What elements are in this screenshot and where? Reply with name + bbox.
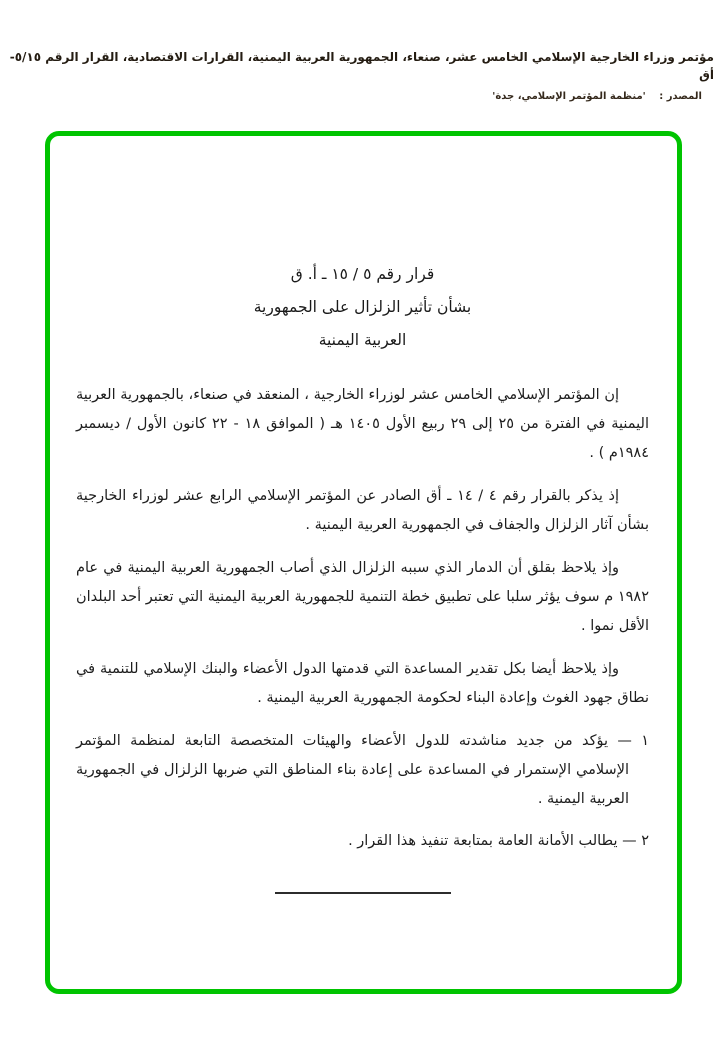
paragraph-recalling: إذ يذكر بالقرار رقم ٤ / ١٤ ـ أق الصادر عن المؤتمر الإسلامي الرابع عشر لوزراء الخارجية بشأن آثار الزلزال والجفاف في الجمهورية العربية اليمنية . (76, 488, 649, 533)
document-frame (45, 131, 682, 994)
header-source-label: المصدر : (659, 91, 702, 102)
resolution-title (76, 258, 649, 357)
operative-item-1: ١ — يؤكد من جديد مناشدته للدول الأعضاء والهيئات المتخصصة التابعة لمنظمة المؤتمر الإسلامي الإستمرار في المساعدة على إعادة بناء المناطق التي ضربها الزلزال في الجمهورية العربية اليمنية . (76, 733, 649, 807)
header-citation: مؤتمر وزراء الخارجية الإسلامي الخامس عشر، صنعاء، الجمهورية العربية اليمنية، القرارات الاقتصادية، القرار الرقم ٥/١٥-أق (9, 50, 714, 82)
resolution-number: قرار رقم ٥ / ١٥ ـ أ. ق (290, 265, 435, 283)
paragraph-preamble: إن المؤتمر الإسلامي الخامس عشر لوزراء الخارجية ، المنعقد في صنعاء، بالجمهورية العربية اليمنية في الفترة من ٢٥ إلى ٢٩ ربيع الأول ١٤٠٥ هـ ( الموافق ١٨ - ٢٢ كانون الأول / ديسمبر ١٩٨٤م ) . (76, 387, 649, 461)
divider-line (275, 892, 451, 894)
document-content (76, 258, 649, 894)
operative-item-2: ٢ — يطالب الأمانة العامة بمتابعة تنفيذ هذا القرار . (348, 833, 649, 849)
resolution-subject-line1: بشأن تأثير الزلزال على الجمهورية (253, 298, 472, 316)
document-header (8, 48, 714, 102)
resolution-subject-line2: العربية اليمنية (318, 331, 407, 349)
paragraph-noting-concern: وإذ يلاحظ بقلق أن الدمار الذي سببه الزلزال الذي أصاب الجمهورية العربية اليمنية في عام ١٩٨٢ م سوف يؤثر سلبا على تطبيق خطة التنمية للجمهورية العربية اليمنية التي تعتبر أحد البلدان الأقل نموا . (76, 560, 649, 634)
header-source-value: 'منظمة المؤتمر الإسلامي، جدة' (492, 91, 646, 102)
header-source (8, 91, 714, 102)
paragraph-noting-appreciation: وإذ يلاحظ أيضا بكل تقدير المساعدة التي قدمتها الدول الأعضاء والبنك الإسلامي للتنمية في نطاق جهود الغوث وإعادة البناء لحكومة الجمهورية العربية اليمنية . (76, 661, 649, 706)
